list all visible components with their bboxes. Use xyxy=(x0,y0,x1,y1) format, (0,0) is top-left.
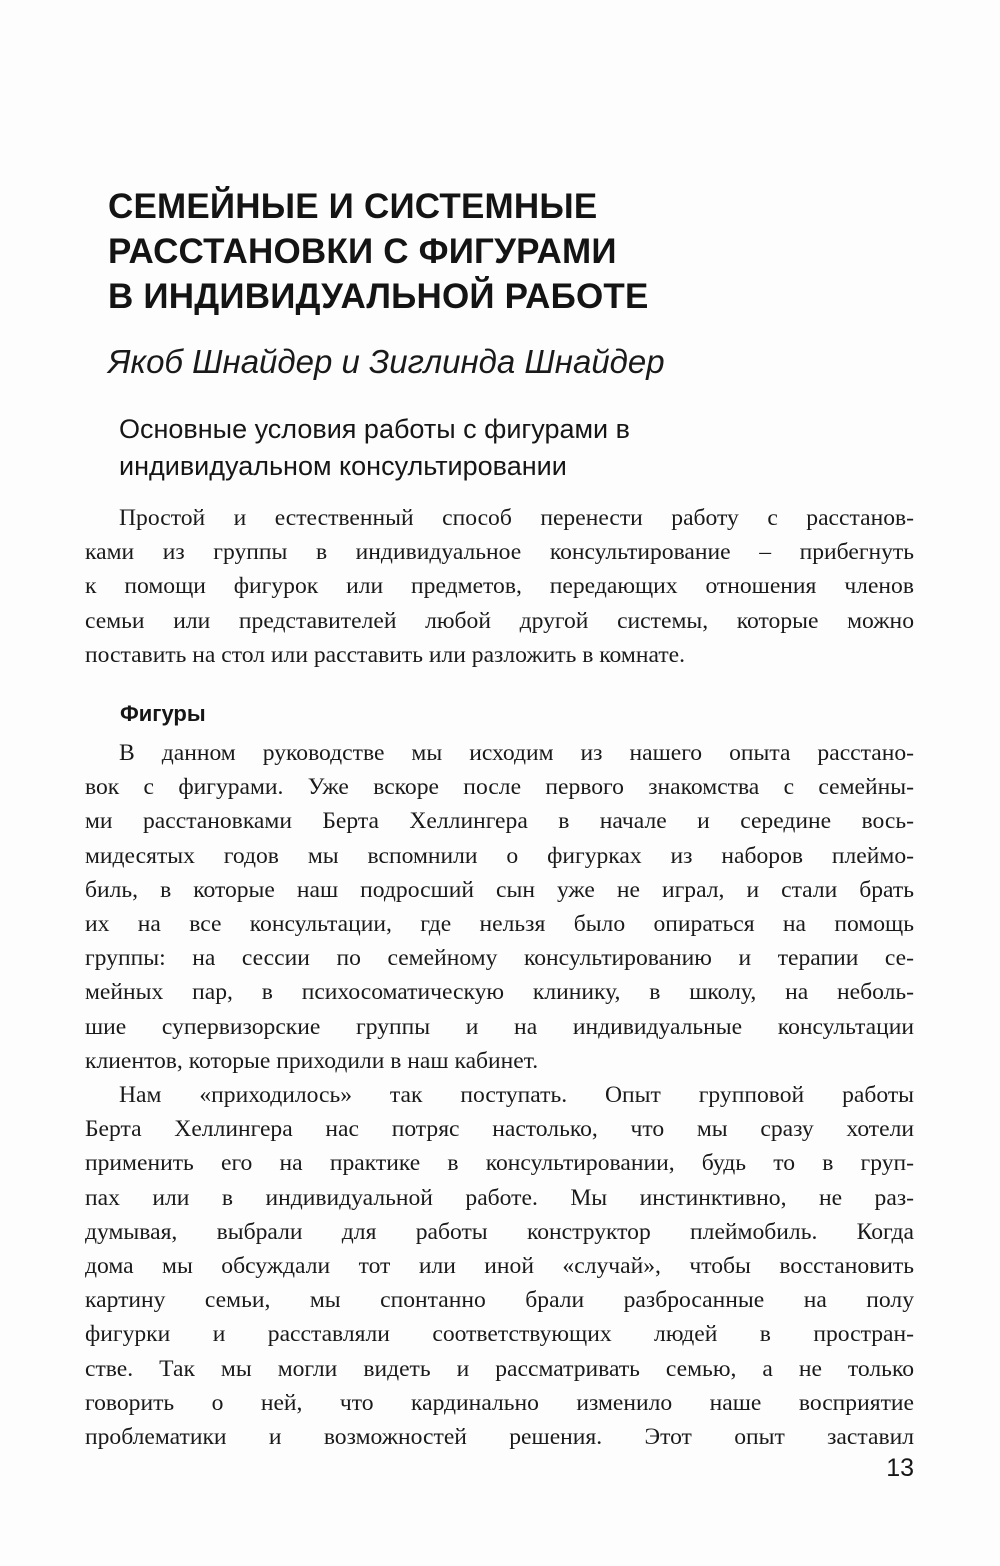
paragraph-line: Нам «приходилось» так поступать. Опыт групповой работы xyxy=(119,1082,914,1108)
paragraph-line: мейных пар, в психосоматическую клинику, в школу, на неболь- xyxy=(85,979,914,1006)
paragraph-figures-2 xyxy=(85,1078,914,1454)
paragraph-line: поставить на стол или расставить или разложить в комнате. xyxy=(85,641,686,668)
paragraph-line: В данном руководстве мы исходим из нашего опыта расстано- xyxy=(119,740,914,766)
subheading-figures: Фигуры xyxy=(120,701,206,726)
paragraph-line: Простой и естественный способ перенести работу с расстанов- xyxy=(119,505,914,531)
paragraph-intro xyxy=(85,501,914,672)
paragraph-line: ками из группы в индивидуальное консультирование – прибегнуть xyxy=(85,539,914,566)
paragraph-line: их на все консультации, где нельзя было опираться на помощь xyxy=(85,910,914,937)
paragraph-line: группы: на сессии по семейному консультированию и терапии се- xyxy=(85,945,914,972)
paragraph-line: клиентов, которые приходили в наш кабинет. xyxy=(85,1047,539,1074)
paragraph-figures-1 xyxy=(85,736,914,1078)
paragraph-line: говорить о ней, что кардинально изменило наше восприятие xyxy=(85,1389,914,1416)
paragraph-line: семьи или представителей любой другой системы, которые можно xyxy=(85,607,914,634)
section-heading-line: индивидуальном консультировании xyxy=(119,451,567,481)
paragraph-line: к помощи фигурок или предметов, передающих отношения членов xyxy=(85,573,914,600)
section-heading xyxy=(119,411,919,485)
paragraph-line: картину семьи, мы спонтанно брали разбросанные на полу xyxy=(85,1287,914,1314)
paragraph-line: применить его на практике в консультировании, будь то в груп- xyxy=(85,1150,914,1177)
paragraph-line: проблематики и возможностей решения. Этот опыт заставил xyxy=(85,1423,914,1450)
paragraph-line: стве. Так мы могли видеть и рассматривать семью, а не только xyxy=(85,1355,914,1382)
paragraph-line: шие супервизорские группы и на индивидуальные консультации xyxy=(85,1013,914,1040)
paragraph-line: фигурки и расставляли соответствующих людей в простран- xyxy=(85,1321,914,1348)
paragraph-line: дома мы обсуждали тот или иной «случай», чтобы восстановить xyxy=(85,1252,914,1279)
paragraph-line: вок с фигурами. Уже вскоре после первого знакомства с семейны- xyxy=(85,774,914,801)
paragraph-line: ми расстановками Берта Хеллингера в начале и середине вось- xyxy=(85,808,914,835)
paragraph-line: Берта Хеллингера нас потряс настолько, что мы сразу хотели xyxy=(85,1116,914,1143)
paragraph-line: мидесятых годов мы вспомнили о фигурках из наборов плеймо- xyxy=(85,842,914,869)
page-number: 13 xyxy=(886,1454,914,1482)
chapter-title-line: РАССТАНОВКИ С ФИГУРАМИ xyxy=(108,232,617,271)
paragraph-line: биль, в которые наш подросший сын уже не играл, и стали брать xyxy=(85,876,914,903)
chapter-title-line: В ИНДИВИДУАЛЬНОЙ РАБОТЕ xyxy=(108,277,649,316)
chapter-authors: Якоб Шнайдер и Зиглинда Шнайдер xyxy=(108,343,665,380)
section-heading-line: Основные условия работы с фигурами в xyxy=(119,414,630,444)
chapter-title-line: СЕМЕЙНЫЕ И СИСТЕМНЫЕ xyxy=(108,187,598,226)
paragraph-line: думывая, выбрали для работы конструктор плеймобиль. Когда xyxy=(85,1218,914,1245)
chapter-title xyxy=(108,184,928,319)
paragraph-line: пах или в индивидуальной работе. Мы инстинктивно, не раз- xyxy=(85,1184,914,1211)
